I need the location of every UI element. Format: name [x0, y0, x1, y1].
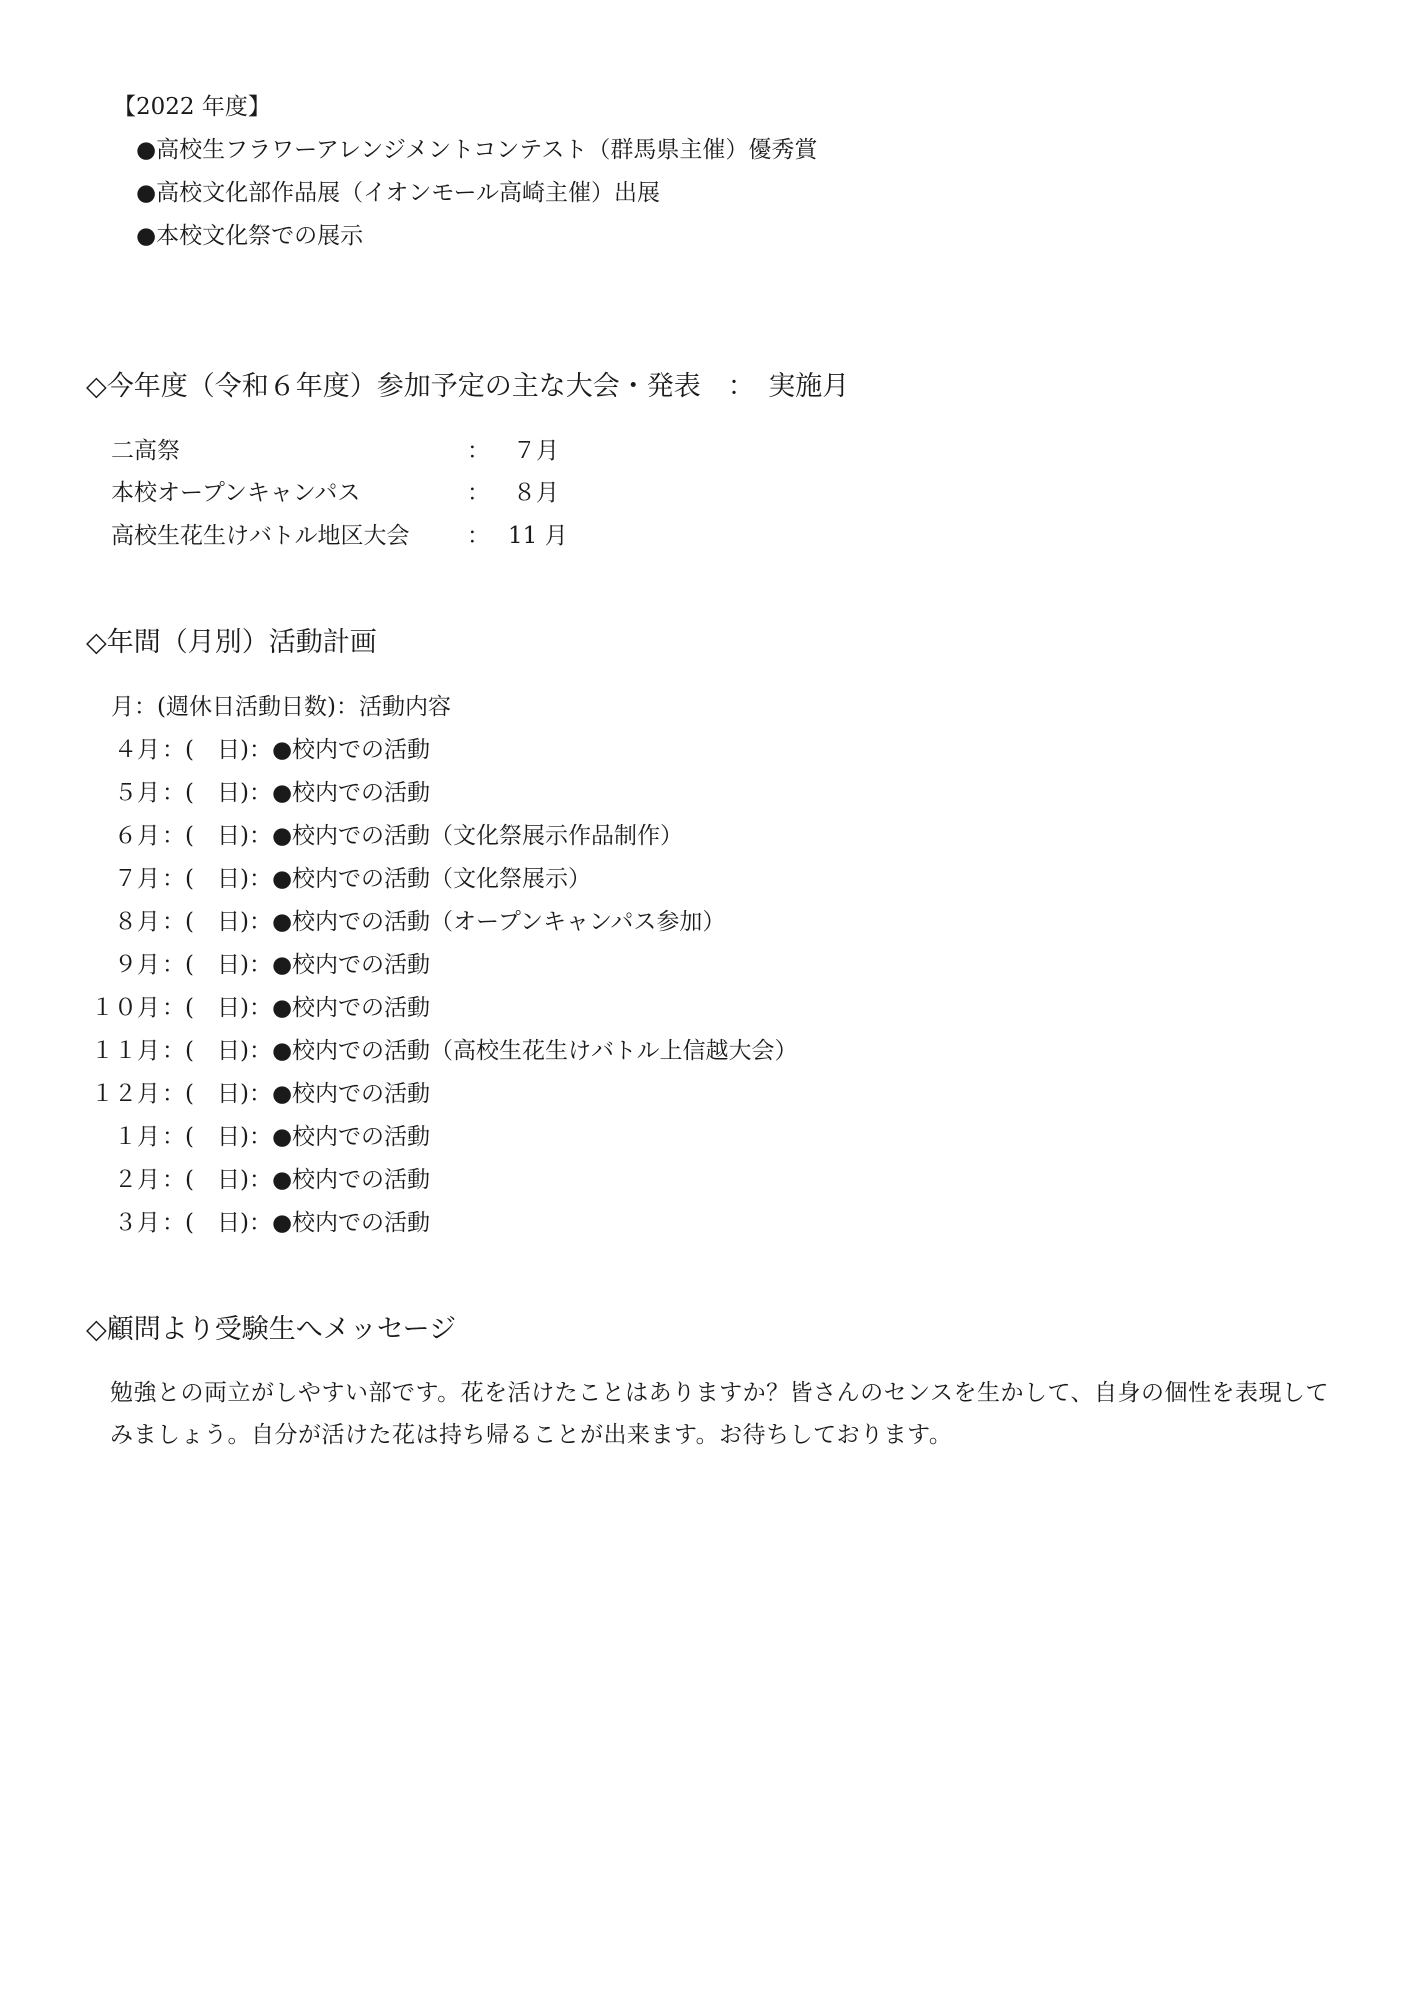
plan-month: １月 [114, 1124, 160, 1150]
message-body: 勉強との両立がしやすい部です。花を活けたことはありますか？皆さんのセンスを生かして、自身の個性を表現してみましょう。自分が活けた花は持ち帰ることが出来ます。お待ちしております。 [110, 1380, 1330, 1448]
event-name: 二高祭 [111, 438, 180, 464]
plan-month: １２月 [91, 1081, 160, 1107]
event-month: 11 月 [508, 523, 568, 549]
plan-activity: ：( 日)：●校内での活動 [162, 1210, 431, 1236]
plan-activity: ：( 日)：●校内での活動（文化祭展示） [162, 866, 592, 892]
plan-activity: ：( 日)：●校内での活動 [162, 1081, 431, 1107]
history-item: ●高校文化部作品展（イオンモール高崎主催）出展 [136, 180, 660, 206]
event-colon: ： [467, 438, 490, 464]
plan-activity: ：( 日)：●校内での活動（高校生花生けバトル上信越大会） [162, 1038, 798, 1064]
message-heading: ◇顧問より受験生へメッセージ [86, 1314, 457, 1345]
plan-month: １１月 [91, 1038, 160, 1064]
plan-activity: ：( 日)：●校内での活動（オープンキャンパス参加） [162, 909, 726, 935]
event-month: ７月 [513, 438, 559, 464]
event-name: 高校生花生けバトル地区大会 [111, 523, 410, 549]
plan-month: ５月 [114, 780, 160, 806]
plan-month: ４月 [114, 737, 160, 763]
events-heading: ◇今年度（令和６年度）参加予定の主な大会・発表 ： 実施月 [86, 371, 850, 402]
event-colon: ： [467, 480, 490, 506]
plan-month: ７月 [114, 866, 160, 892]
plan-activity: ：( 日)：●校内での活動 [162, 952, 431, 978]
plan-header-line: 月：(週休日活動日数)：活動内容 [111, 694, 451, 720]
plan-activity: ：( 日)：●校内での活動 [162, 737, 431, 763]
event-name: 本校オープンキャンパス [111, 480, 361, 506]
history-item: ●高校生フラワーアレンジメントコンテスト（群馬県主催）優秀賞 [136, 137, 818, 163]
event-month: ８月 [513, 480, 559, 506]
plan-heading: ◇年間（月別）活動計画 [86, 627, 377, 658]
history-item: ●本校文化祭での展示 [136, 223, 364, 249]
plan-month: ２月 [114, 1167, 160, 1193]
plan-month: ３月 [114, 1210, 160, 1236]
plan-activity: ：( 日)：●校内での活動 [162, 1124, 431, 1150]
plan-month: ６月 [114, 823, 160, 849]
plan-month: １０月 [91, 995, 160, 1021]
plan-month: ９月 [114, 952, 160, 978]
event-colon: ： [467, 523, 490, 549]
plan-activity: ：( 日)：●校内での活動（文化祭展示作品制作） [162, 823, 684, 849]
history-year-label: 【2022 年度】 [113, 94, 271, 120]
plan-activity: ：( 日)：●校内での活動 [162, 780, 431, 806]
plan-activity: ：( 日)：●校内での活動 [162, 1167, 431, 1193]
plan-month: ８月 [114, 909, 160, 935]
plan-activity: ：( 日)：●校内での活動 [162, 995, 431, 1021]
